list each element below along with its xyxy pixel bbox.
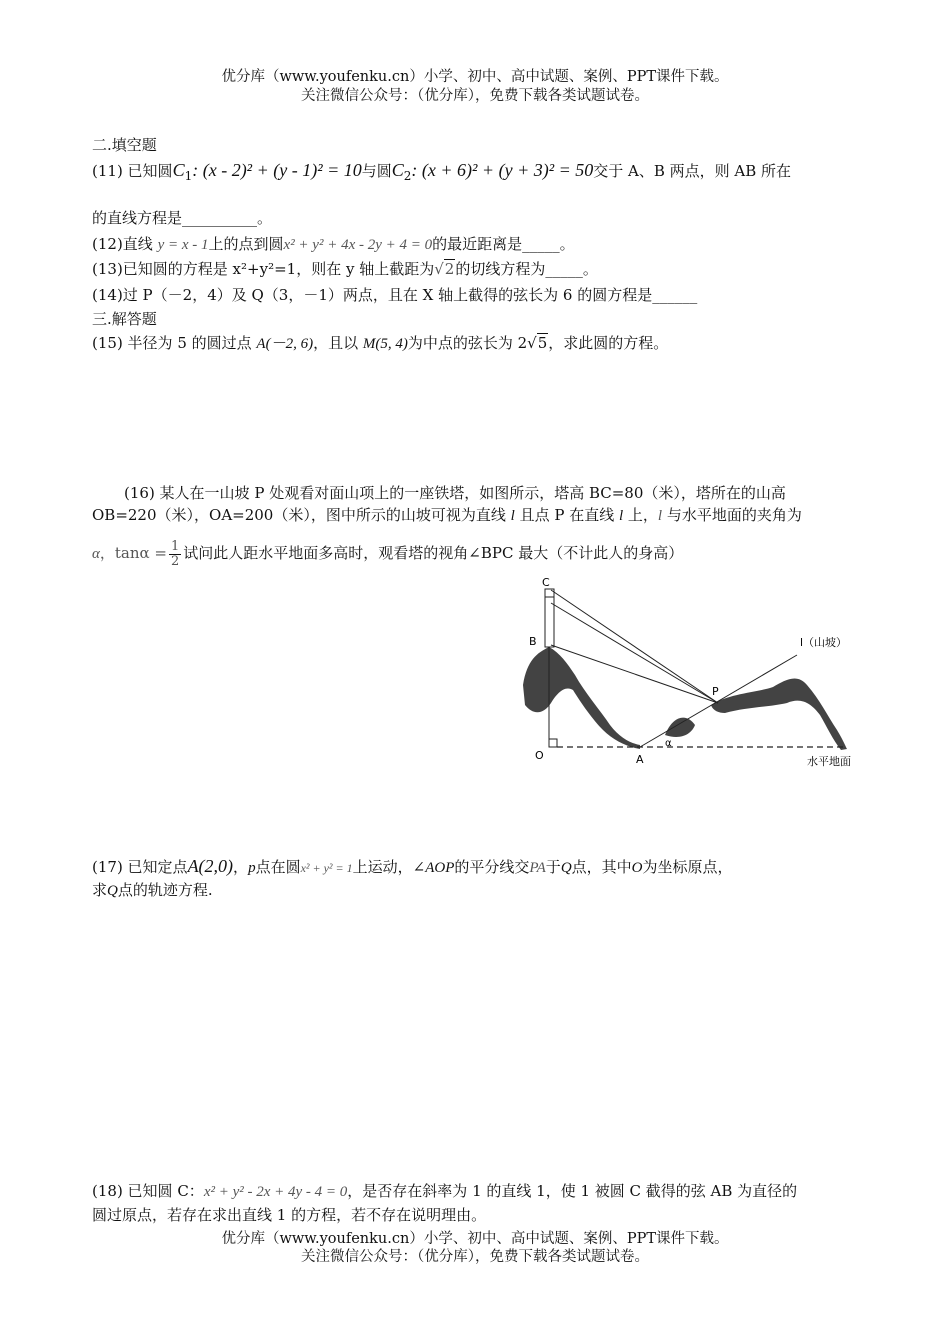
q13-sqrt-value: 2 [444, 260, 455, 278]
q17-mid7: 为坐标原点， [642, 858, 733, 876]
q11-prefix: (11) 已知圆 [92, 162, 173, 180]
question-11-line-2: 的直线方程是__________。 [92, 209, 273, 227]
q16-alpha: α [92, 546, 100, 562]
question-16-line-3 [92, 538, 683, 569]
q12-circle-equation: x² + y² + 4x - 2y + 4 = 0 [283, 237, 433, 253]
question-11 [92, 160, 791, 186]
section-title-fill-blank: 二.填空题 [92, 136, 157, 154]
label-a: A [636, 753, 644, 766]
q11-mid: 与圆 [361, 162, 392, 180]
label-p: P [712, 685, 719, 698]
tower [545, 589, 554, 647]
q11-circle2-equation: : (x + 6)² + (y + 3)² = 50 [411, 160, 594, 180]
page-footer-line-2: 关注微信公众号：（优分库），免费下载各类试题试卷。 [301, 1249, 649, 1265]
q16-l-2: l [618, 508, 624, 524]
q13-prefix: (13)已知圆的方程是 x²+y²=1，则在 y 轴上截距为 [92, 260, 435, 278]
q18-prefix: (18) 已知圆 C： [92, 1182, 204, 1200]
q15-sqrt-value: 5 [537, 334, 548, 352]
page-header-line-2: 关注微信公众号：（优分库），免费下载各类试题试卷。 [301, 88, 649, 104]
q15-suffix: ，求此圆的方程。 [548, 334, 669, 352]
page-header-line-1: 优分库（www.youfenku.cn）小学、初中、高中试题、案例、PPT课件下载。 [221, 69, 729, 85]
q17-mid6: 点，其中 [571, 858, 632, 876]
q17-mid1: ， [233, 858, 249, 876]
label-slope: l（山坡） [800, 636, 848, 649]
label-c: C [542, 576, 550, 589]
q17-q2: Q [107, 883, 118, 899]
q17-pa: PA [529, 860, 546, 876]
section-title-solve: 三.解答题 [92, 310, 157, 328]
q15-mid: ，且以 [313, 334, 363, 352]
q15-point-m: M(5, 4) [362, 336, 408, 352]
q16-frac-den: 2 [170, 553, 180, 569]
page-footer-line-1: 优分库（www.youfenku.cn）小学、初中、高中试题、案例、PPT课件下载。 [221, 1231, 729, 1247]
q11-c1: C [172, 160, 185, 180]
q18-line1-suffix: ，是否存在斜率为 1 的直线 1，使 1 被圆 C 截得的弦 AB 为直径的 [347, 1182, 798, 1200]
q16-tan-label: ，tanα = [99, 544, 167, 562]
q17-mid3: 上运动， [352, 858, 413, 876]
question-16-line-1: (16) 某人在一山坡 P 处观看对面山项上的一座铁塔，如图所示，塔高 BC=80（米），塔所在的山高 [124, 484, 786, 502]
q16-text-a: OB=220（米），OA=200（米），图中所示的山坡可视为直线 [92, 506, 511, 524]
q16-frac-num: 1 [170, 538, 180, 554]
q13-suffix: 的切线方程为_____。 [455, 260, 598, 278]
question-15 [92, 333, 668, 354]
q11-c2: C [391, 160, 404, 180]
label-ground: 水平地面 [807, 755, 851, 768]
question-12 [92, 234, 575, 255]
question-13 [92, 259, 598, 279]
q15-prefix: (15) 半径为 5 的圆过点 [92, 334, 257, 352]
q16-text-line3: 试问此人距水平地面多高时，观看塔的视角∠BPC 最大（不计此人的身高） [183, 544, 684, 562]
q16-l-3: l [657, 508, 663, 524]
q17-mid5: 于 [545, 858, 561, 876]
question-14: (14)过 P（－2，4）及 Q（3，－1）两点，且在 X 轴上截得的弦长为 6 的圆方程是______ [92, 286, 698, 304]
label-alpha: α [665, 738, 672, 749]
q11-c1-sub: 1 [184, 169, 193, 183]
q17-circle: x² + y² = 1 [300, 861, 353, 875]
q12-suffix: 的最近距离是_____。 [432, 235, 575, 253]
question-17-line-2 [92, 880, 213, 901]
q17-point-a: A(2,0) [187, 856, 234, 876]
q16-fraction [169, 540, 181, 569]
question-18 [92, 1181, 797, 1202]
q15-point-a: A(－2, 6) [256, 336, 314, 352]
q15-sqrt-sign: √ [527, 334, 537, 352]
q17-o: O [631, 860, 643, 876]
q17-p: p [248, 860, 256, 876]
q12-mid: 上的点到圆 [208, 235, 284, 253]
q17-line2a: 求 [92, 881, 108, 899]
q16-text-d: 与水平地面的夹角为 [662, 506, 802, 524]
q11-c2-sub: 2 [403, 169, 412, 183]
label-o: O [535, 749, 544, 762]
q17-line2b: 点的轨迹方程. [117, 881, 213, 899]
q13-sqrt-sign: √ [434, 260, 444, 278]
question-17 [92, 856, 733, 878]
question-18-line-2: 圆过原点，若存在求出直线 1 的方程，若不存在说明理由。 [92, 1206, 487, 1224]
q12-line-equation: y = x - 1 [157, 237, 209, 253]
q15-mid2: 为中点的弦长为 2 [407, 334, 528, 352]
left-mountain [523, 647, 640, 749]
q16-l-1: l [510, 508, 515, 524]
q11-suffix: 交于 A、B 两点，则 AB 所在 [593, 162, 792, 180]
q16-text-b: 且点 P 在直线 [514, 506, 619, 524]
right-mountain [711, 679, 847, 750]
tower-slope-figure [515, 575, 875, 775]
q18-circle-equation: x² + y² - 2x + 4y - 4 = 0 [203, 1184, 348, 1200]
q17-prefix: (17) 已知定点 [92, 858, 188, 876]
q17-q: Q [560, 860, 572, 876]
label-b: B [529, 635, 537, 648]
q17-mid2: 点在圆 [255, 858, 301, 876]
q11-circle1-equation: : (x - 2)² + (y - 1)² = 10 [192, 160, 362, 180]
q17-angle: ∠AOP [412, 860, 455, 876]
q12-prefix: (12)直线 [92, 235, 153, 253]
question-16-line-2 [92, 505, 802, 526]
q16-text-c: 上， [623, 506, 658, 524]
q17-mid4: 的平分线交 [454, 858, 530, 876]
